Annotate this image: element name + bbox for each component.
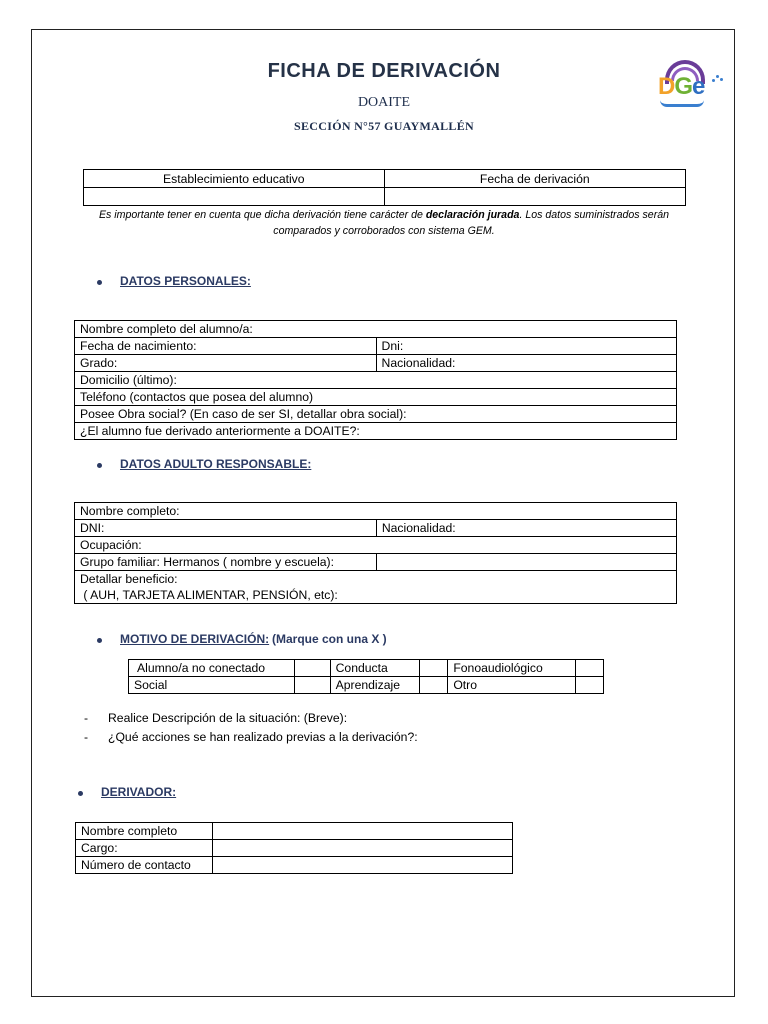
derivador-contacto-input[interactable] [212, 857, 512, 874]
dni-adulto-field[interactable]: DNI: [75, 520, 377, 537]
motivo-conducta-label: Conducta [330, 660, 420, 677]
page-title: FICHA DE DERIVACIÓN [267, 60, 501, 82]
pregunta-acciones: - ¿Qué acciones se han realizado previas a la derivación?: [84, 730, 418, 744]
motivo-otro-label: Otro [448, 677, 576, 694]
bullet-icon [97, 638, 102, 643]
derivador-contacto-label: Número de contacto [76, 857, 213, 874]
establecimiento-table [83, 169, 686, 206]
domicilio-field[interactable]: Domicilio (último): [75, 372, 677, 389]
logo-book-icon [660, 100, 704, 107]
nacionalidad-alumno-field[interactable]: Nacionalidad: [376, 355, 676, 372]
grupo-familiar-field[interactable]: Grupo familiar: Hermanos ( nombre y escuela): [75, 554, 377, 571]
org-name: DOAITE [357, 95, 411, 110]
beneficio-field[interactable]: Detallar beneficio: ( AUH, TARJETA ALIMENTAR, PENSIÓN, etc): [75, 571, 677, 604]
motivo-aprendizaje-label: Aprendizaje [330, 677, 420, 694]
derivador-table [75, 822, 513, 874]
motivo-table [128, 659, 604, 694]
datos-adulto-table [74, 502, 677, 604]
fecha-derivacion-input[interactable] [384, 188, 685, 206]
motivo-fonoaudiologico-label: Fonoaudiológico [448, 660, 576, 677]
motivo-instruction: (Marque con una X ) [272, 632, 387, 646]
derivado-anteriormente-field[interactable]: ¿El alumno fue derivado anteriormente a DOAITE?: [75, 423, 677, 440]
ocupacion-field[interactable]: Ocupación: [75, 537, 677, 554]
derivador-nombre-input[interactable] [212, 823, 512, 840]
nombre-alumno-field[interactable]: Nombre completo del alumno/a: [75, 321, 677, 338]
bullet-icon [97, 280, 102, 285]
fecha-nacimiento-field[interactable]: Fecha de nacimiento: [75, 338, 377, 355]
derivador-cargo-input[interactable] [212, 840, 512, 857]
telefono-field[interactable]: Teléfono (contactos que posea del alumno) [75, 389, 677, 406]
dni-alumno-field[interactable]: Dni: [376, 338, 676, 355]
datos-personales-table [74, 320, 677, 440]
motivo-social-label: Social [129, 677, 295, 694]
section-name: SECCIÓN N°57 GUAYMALLÉN [294, 119, 474, 133]
grado-field[interactable]: Grado: [75, 355, 377, 372]
motivo-fonoaudiologico-checkbox[interactable] [576, 660, 604, 677]
grupo-familiar-input[interactable] [376, 554, 676, 571]
declaracion-note: Es importante tener en cuenta que dicha derivación tiene carácter de declaración jurada. Los datos suministrados serán comparados y corroborados con sistema GEM. [98, 209, 670, 237]
derivador-cargo-label: Cargo: [76, 840, 213, 857]
dge-logo [656, 58, 726, 114]
logo-text: DGe [658, 73, 705, 100]
motivo-no-conectado-label: Alumno/a no conectado [129, 660, 295, 677]
motivo-aprendizaje-checkbox[interactable] [420, 677, 448, 694]
nacionalidad-adulto-field[interactable]: Nacionalidad: [376, 520, 676, 537]
fecha-derivacion-header: Fecha de derivación [384, 170, 685, 188]
bullet-icon [97, 463, 102, 468]
bullet-icon [78, 791, 83, 796]
pregunta-descripcion: - Realice Descripción de la situación: (Breve): [84, 711, 348, 725]
motivo-social-checkbox[interactable] [294, 677, 330, 694]
derivador-nombre-label: Nombre completo [76, 823, 213, 840]
motivo-otro-checkbox[interactable] [576, 677, 604, 694]
establecimiento-input[interactable] [84, 188, 385, 206]
nombre-adulto-field[interactable]: Nombre completo: [75, 503, 677, 520]
motivo-no-conectado-checkbox[interactable] [294, 660, 330, 677]
establecimiento-header: Establecimiento educativo [84, 170, 385, 188]
logo-dots-icon [712, 74, 724, 84]
obra-social-field[interactable]: Posee Obra social? (En caso de ser SI, detallar obra social): [75, 406, 677, 423]
motivo-conducta-checkbox[interactable] [420, 660, 448, 677]
